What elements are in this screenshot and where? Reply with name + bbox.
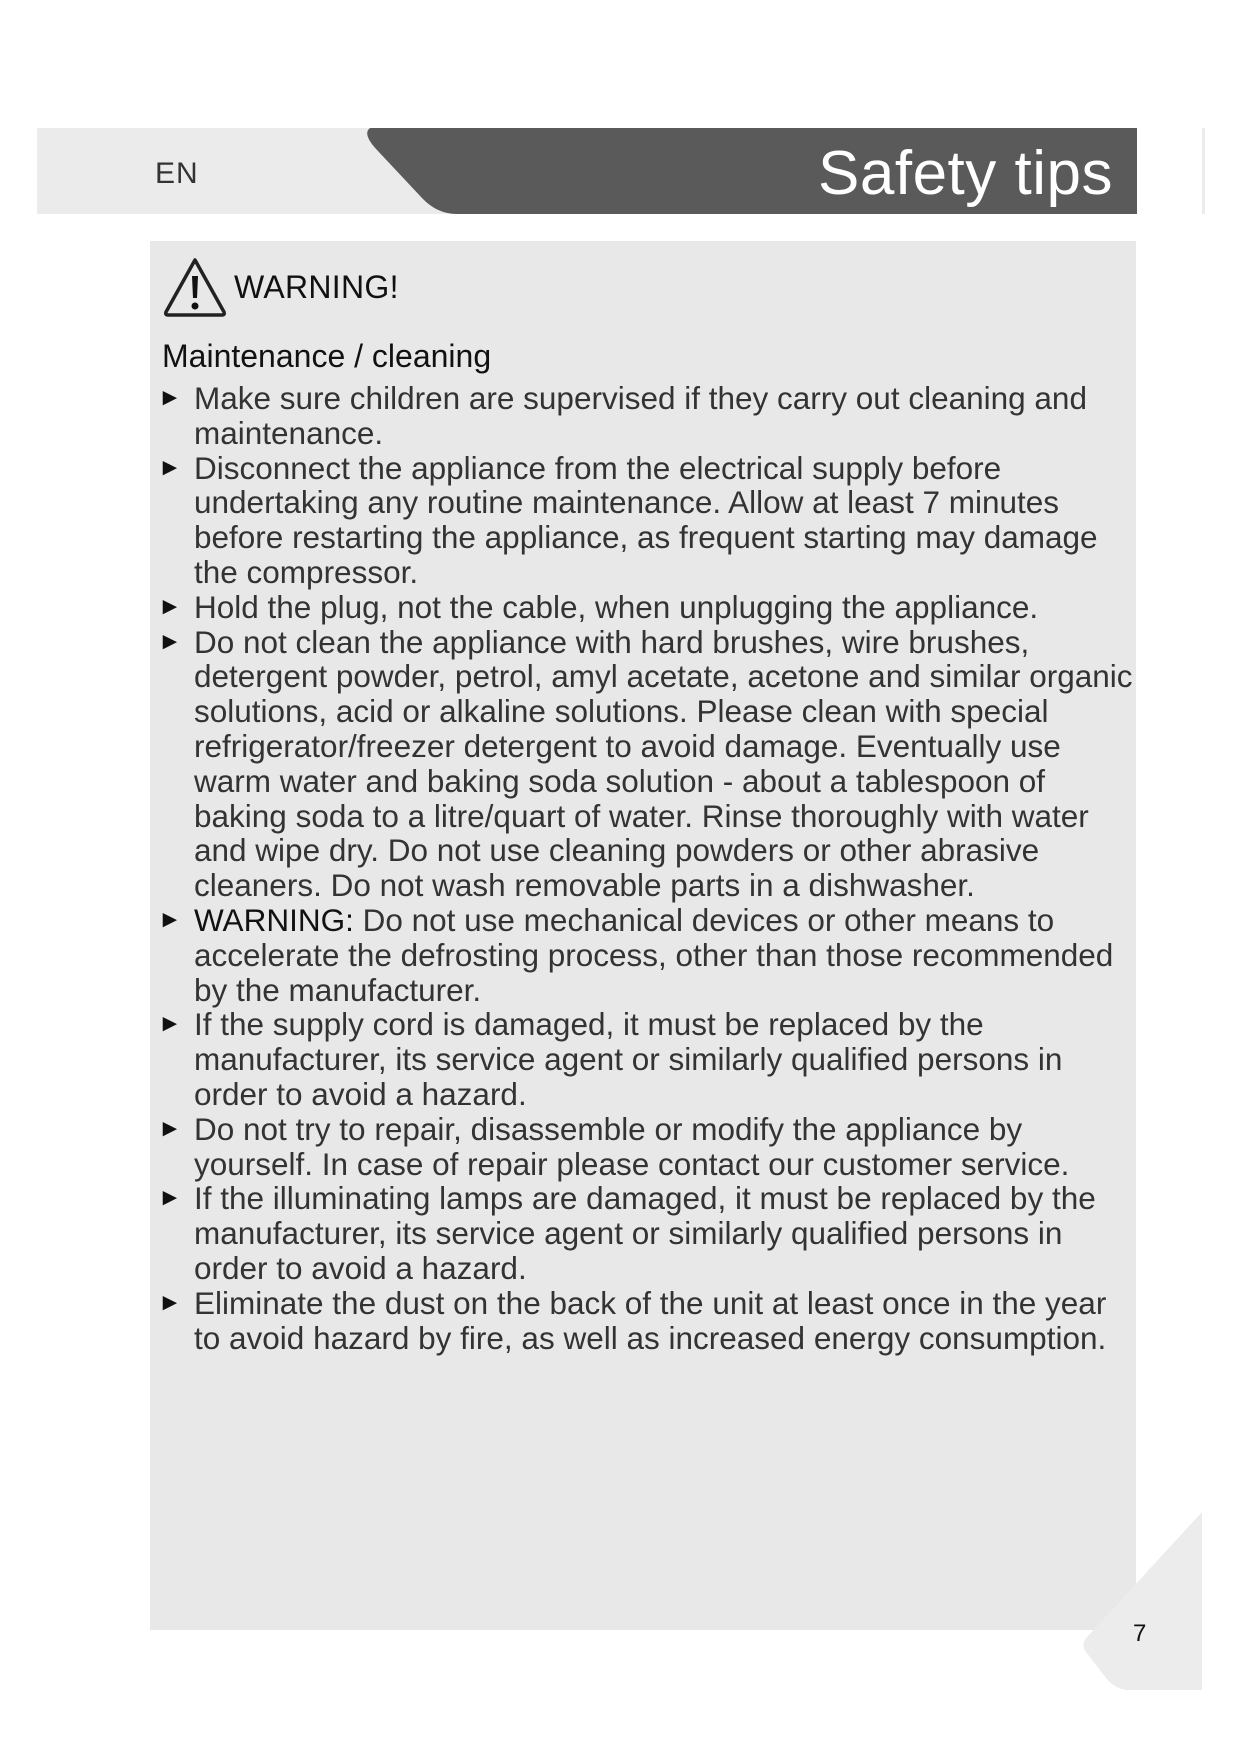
bullet-arrow-icon: ►: [158, 1184, 182, 1212]
tip-text: Do not use mechanical devices or other means to accelerate the defrosting process, other than those recommended by the manufacturer.: [194, 901, 1114, 1008]
list-item: [158, 590, 1134, 625]
tip-text: Make sure children are supervised if they carry out cleaning and maintenance.: [194, 380, 1087, 451]
list-item: [158, 1112, 1134, 1182]
safety-tips-list: [158, 381, 1134, 1355]
tip-text: Disconnect the appliance from the electrical supply before undertaking any routine maintenance. Allow at least 7 minutes before restarting the appliance, as frequent starting may damage the compressor.: [194, 449, 1098, 590]
list-item: [158, 903, 1134, 1007]
page-corner-tab: [1076, 1512, 1202, 1690]
warning-heading: [162, 255, 399, 319]
tip-text: If the illuminating lamps are damaged, it must be replaced by the manufacturer, its service agent or similarly qualified persons in order to avoid a hazard.: [194, 1180, 1096, 1286]
list-item: [158, 1286, 1134, 1356]
bullet-arrow-icon: ►: [158, 905, 182, 933]
bullet-arrow-icon: ►: [158, 384, 182, 411]
bullet-arrow-icon: ►: [158, 1114, 182, 1142]
page-title: Safety tips: [818, 139, 1113, 208]
section-title: Maintenance / cleaning: [162, 338, 492, 374]
language-label: EN: [155, 157, 199, 190]
bullet-arrow-icon: ►: [158, 627, 182, 655]
content-panel: [150, 241, 1136, 1630]
bullet-arrow-icon: ►: [158, 1288, 182, 1316]
list-item: [158, 1181, 1134, 1285]
warning-triangle-icon: [162, 256, 228, 318]
tip-text: Do not try to repair, disassemble or modify the appliance by yourself. In case of repair please contact our customer service.: [194, 1110, 1070, 1182]
tip-text: Hold the plug, not the cable, when unplugging the appliance.: [194, 588, 1039, 625]
header-edge-rule: [1202, 128, 1205, 214]
bullet-arrow-icon: ►: [158, 453, 182, 481]
list-item: [158, 1007, 1134, 1111]
list-item: [158, 381, 1134, 451]
list-item: [158, 451, 1134, 590]
page-header: [37, 128, 1137, 214]
tip-text: Eliminate the dust on the back of the unit at least once in the year to avoid hazard by fire, as well as increased energy consumption.: [194, 1284, 1107, 1356]
page-number: 7: [1133, 1620, 1147, 1647]
warning-label: WARNING!: [234, 268, 399, 305]
tip-text: If the supply cord is damaged, it must be replaced by the manufacturer, its service agent or similarly qualified persons in order to avoid a hazard.: [194, 1006, 1063, 1112]
list-item: [158, 625, 1134, 903]
tip-text: Do not clean the appliance with hard brushes, wire brushes, detergent powder, petrol, amyl acetate, acetone and similar organic solutions, acid or alkaline solutions. Please clean with special refrigerator/freezer detergent to avoid damage. Eventually use warm water and baking soda solution - about a tablespoon of baking soda to a litre/quart of water. Rinse thoroughly with water and wipe dry. Do not use cleaning powders or other abrasive cleaners. Do not wash removable parts in a dishwasher.: [194, 623, 1133, 904]
bullet-arrow-icon: ►: [158, 1010, 182, 1038]
bullet-arrow-icon: ►: [158, 592, 182, 620]
tip-warning-prefix: WARNING:: [194, 901, 354, 938]
